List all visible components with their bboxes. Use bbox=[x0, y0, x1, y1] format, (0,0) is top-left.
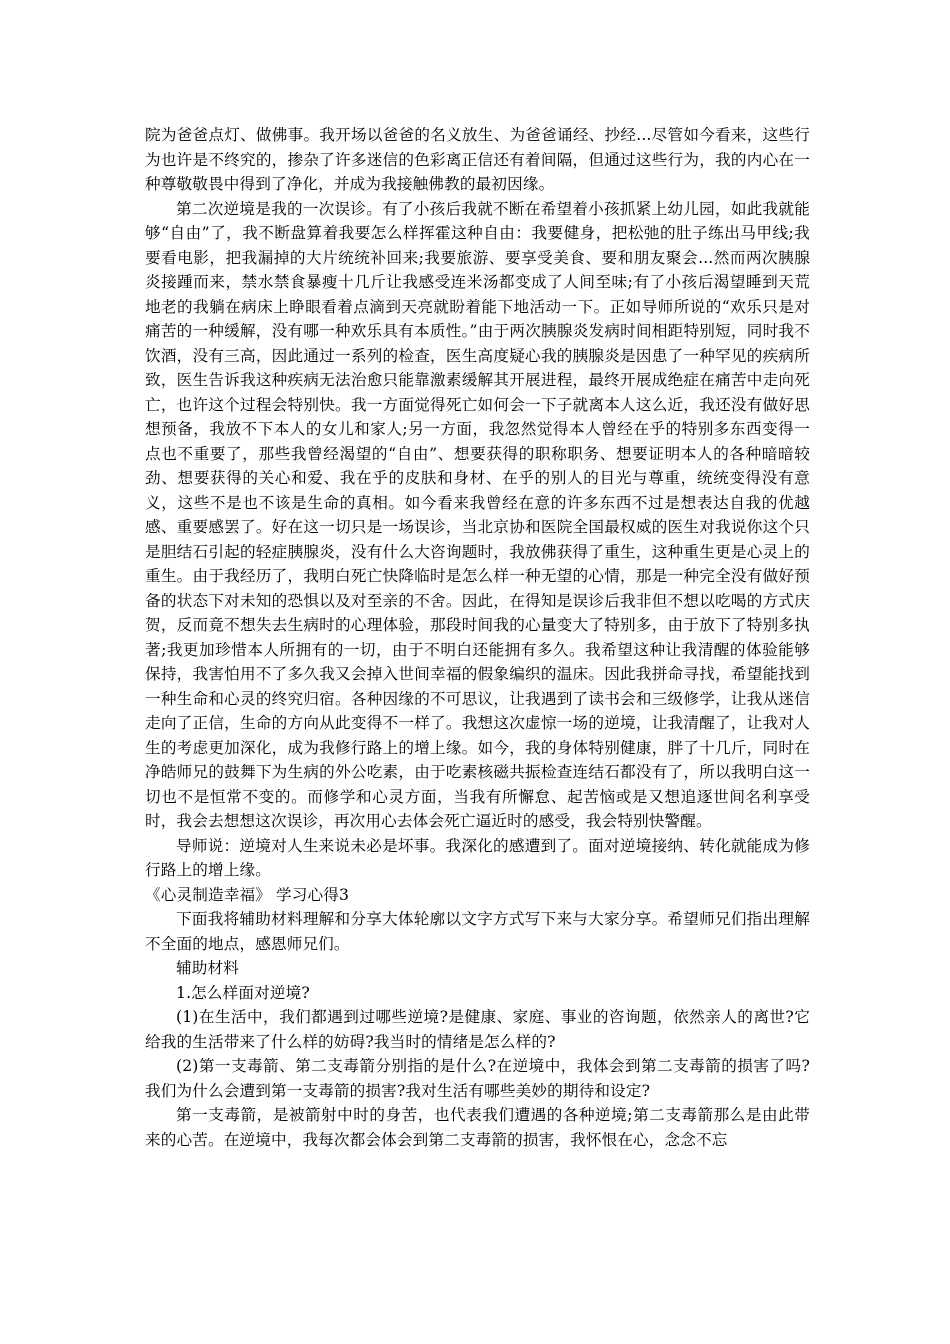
paragraph-intro: 下面我将辅助材料理解和分享大体轮廓以文字方式写下来与大家分享。希望师兄们指出理解不全面的地点，感恩师兄们。 bbox=[145, 910, 810, 953]
paragraph-misdiagnosis: 第二次逆境是我的一次误诊。有了小孩后我就不断在希望着小孩抓紧上幼儿园，如此我就能够“自由”了，我不断盘算着我要怎么样挥霍这种自由：我要健身，把松弛的肚子练出马甲线;我要看电影，把我漏掉的大片统统补回来;我要旅游、要享受美食、要和朋友聚会...然而两次胰腺炎接踵而来，禁水禁食暴瘦十几斤让我感受连米汤都变成了人间至味;有了小孩后渴望睡到天荒地老的我躺在病床上睁眼看着点滴到天亮就盼着能下地活动一下。正如导师所说的“欢乐只是对痛苦的一种缓解，没有哪一种欢乐具有本质性。”由于两次胰腺炎发病时间相距特别短，同时我不饮酒，没有三高，因此通过一系列的检查，医生高度疑心我的胰腺炎是因患了一种罕见的疾病所致，医生告诉我这种疾病无法治愈只能靠激素缓解其开展进程，最终开展成绝症在痛苦中走向死亡，也许这个过程会特别快。我一方面觉得死亡如何会一下子就离本人这么近，我还没有做好思想预备，我放不下本人的女儿和家人;另一方面，我忽然觉得本人曾经在乎的特别多东西变得一点也不重要了，那些我曾经渴望的“自由”、想要获得的职称职务、想要证明本人的各种暗暗较劲、想要获得的关心和爱、我在乎的皮肤和身材、在乎的别人的目光与尊重，统统变得没有意义，这些不是也不该是生命的真相。如今看来我曾经在意的许多东西不过是想表达自我的优越感、重要感罢了。好在这一切只是一场误诊，当北京协和医院全国最权威的医生对我说你这个只是胆结石引起的轻症胰腺炎，没有什么大咨询题时，我放佛获得了重生，这种重生更是心灵上的重生。由于我经历了，我明白死亡快降临时是怎么样一种无望的心情，那是一种完全没有做好预备的状态下对未知的恐惧以及对至亲的不舍。因此，在得知是误诊后我非但不想以吃喝的方式庆贺，反而竟不想失去生病时的心理体验，那段时间我的心量变大了特别多，由于放下了特别多执著;我更加珍惜本人所拥有的一切，由于不明白还能拥有多久。我希望这种让我清醒的体验能够保持，我害怕用不了多久我又会掉入世间幸福的假象编织的温床。因此我拼命寻找，希望能找到一种生命和心灵的终究归宿。各种因缘的不可思议，让我遇到了读书会和三级修学，让我从迷信走向了正信，生命的方向从此变得不一样了。我想这次虚惊一场的逆境，让我清醒了，让我对人生的考虑更加深化，成为我修行路上的增上缘。如今，我的身体特别健康，胖了十几斤，同时在净皓师兄的鼓舞下为生病的外公吃素，由于吃素核磁共振检查连结石都没有了，所以我明白这一切也不是恒常不变的。而修学和心灵方面，当我有所懈怠、起苦恼或是又想追逐世间名利享受时，我会去想想这次误诊，再次用心去体会死亡逼近时的感受，我会特别快警醒。 bbox=[145, 199, 810, 830]
paragraph-teacher-quote: 导师说：逆境对人生来说未必是坏事。我深化的感遭到了。面对逆境接纳、转化就能成为修行路上的增上缘。 bbox=[145, 836, 810, 879]
subheading-materials: 辅助材料 bbox=[176, 959, 239, 977]
question-heading-1: 1.怎么样面对逆境? bbox=[176, 983, 310, 1002]
section-title: 《心灵制造幸福》 学习心得3 bbox=[145, 885, 350, 904]
question-1-2: (2)第一支毒箭、第二支毒箭分别指的是什么?在逆境中，我体会到第二支毒箭的损害了吗?我们为什么会遭到第一支毒箭的损害?我对生活有哪些美妙的期待和设定? bbox=[145, 1057, 810, 1100]
document-page bbox=[145, 123, 810, 1152]
paragraph-poison-arrows: 第一支毒箭，是被箭射中时的身苦，也代表我们遭遇的各种逆境;第二支毒箭那么是由此带来的心苦。在逆境中，我每次都会体会到第二支毒箭的损害，我怀恨在心，念念不忘 bbox=[145, 1106, 810, 1149]
paragraph-buddhist-practice: 院为爸爸点灯、做佛事。我开场以爸爸的名义放生、为爸爸诵经、抄经...尽管如今看来，这些行为也许是不终究的，掺杂了许多迷信的色彩离正信还有着间隔，但通过这些行为，我的内心在一种尊敬敬畏中得到了净化，并成为我接触佛教的最初因缘。 bbox=[145, 126, 810, 193]
question-1-1: (1)在生活中，我们都遇到过哪些逆境?是健康、家庭、事业的咨询题，依然亲人的离世?它给我的生活带来了什么样的妨碍?我当时的情绪是怎么样的? bbox=[145, 1008, 810, 1051]
